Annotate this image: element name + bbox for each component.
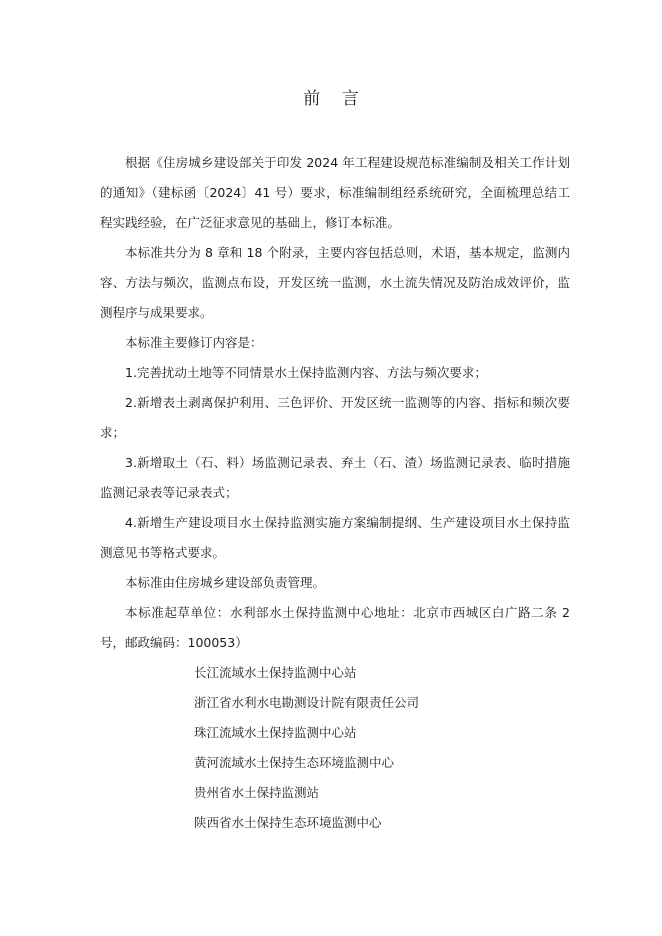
paragraph-background: 根据《住房城乡建设部关于印发 2024 年工程建设规范标准编制及相关工作计划的通知》（建标函〔2024〕41 号）要求，标准编制组经系统研究，全面梳理总结工程实践经验，在广泛征求意见的基础上，修订本标准。 [100,155,570,230]
paragraph-revision-3: 3.新增取土（石、料）场监测记录表、弃土（石、渣）场监测记录表、临时措施监测记录表等记录表式； [100,455,570,500]
organization-item: 长江流域水土保持监测中心站 [194,665,357,680]
paragraph-revision-2: 2.新增表土剥离保护利用、三色评价、开发区统一监测等的内容、指标和频次要求； [100,395,570,440]
organization-list [100,658,570,838]
organization-item: 珠江流域水土保持监测中心站 [194,725,357,740]
paragraph-revisions-intro: 本标准主要修订内容是： [125,335,263,350]
paragraph-revision-4: 4.新增生产建设项目水土保持监测实施方案编制提纲、生产建设项目水土保持监测意见书等格式要求。 [100,515,570,560]
document-body [100,148,570,838]
organization-item: 贵州省水土保持监测站 [194,785,320,800]
page-title: 前 言 [303,89,367,109]
paragraph-drafting-unit: 本标准起草单位：水利部水土保持监测中心地址：北京市西城区白广路二条 2 号，邮政编码：100053） [100,605,570,650]
organization-item: 陕西省水土保持生态环境监测中心 [194,815,382,830]
paragraph-management: 本标准由住房城乡建设部负责管理。 [125,575,326,590]
paragraph-contents: 本标准共分为 8 章和 18 个附录，主要内容包括总则，术语，基本规定，监测内容、方法与频次，监测点布设，开发区统一监测，水土流失情况及防治成效评价，监测程序与成果要求。 [100,245,570,320]
organization-item: 黄河流域水土保持生态环境监测中心 [194,755,395,770]
paragraph-revision-1: 1.完善扰动土地等不同情景水土保持监测内容、方法与频次要求； [125,365,487,380]
organization-item: 浙江省水利水电勘测设计院有限责任公司 [194,695,420,710]
